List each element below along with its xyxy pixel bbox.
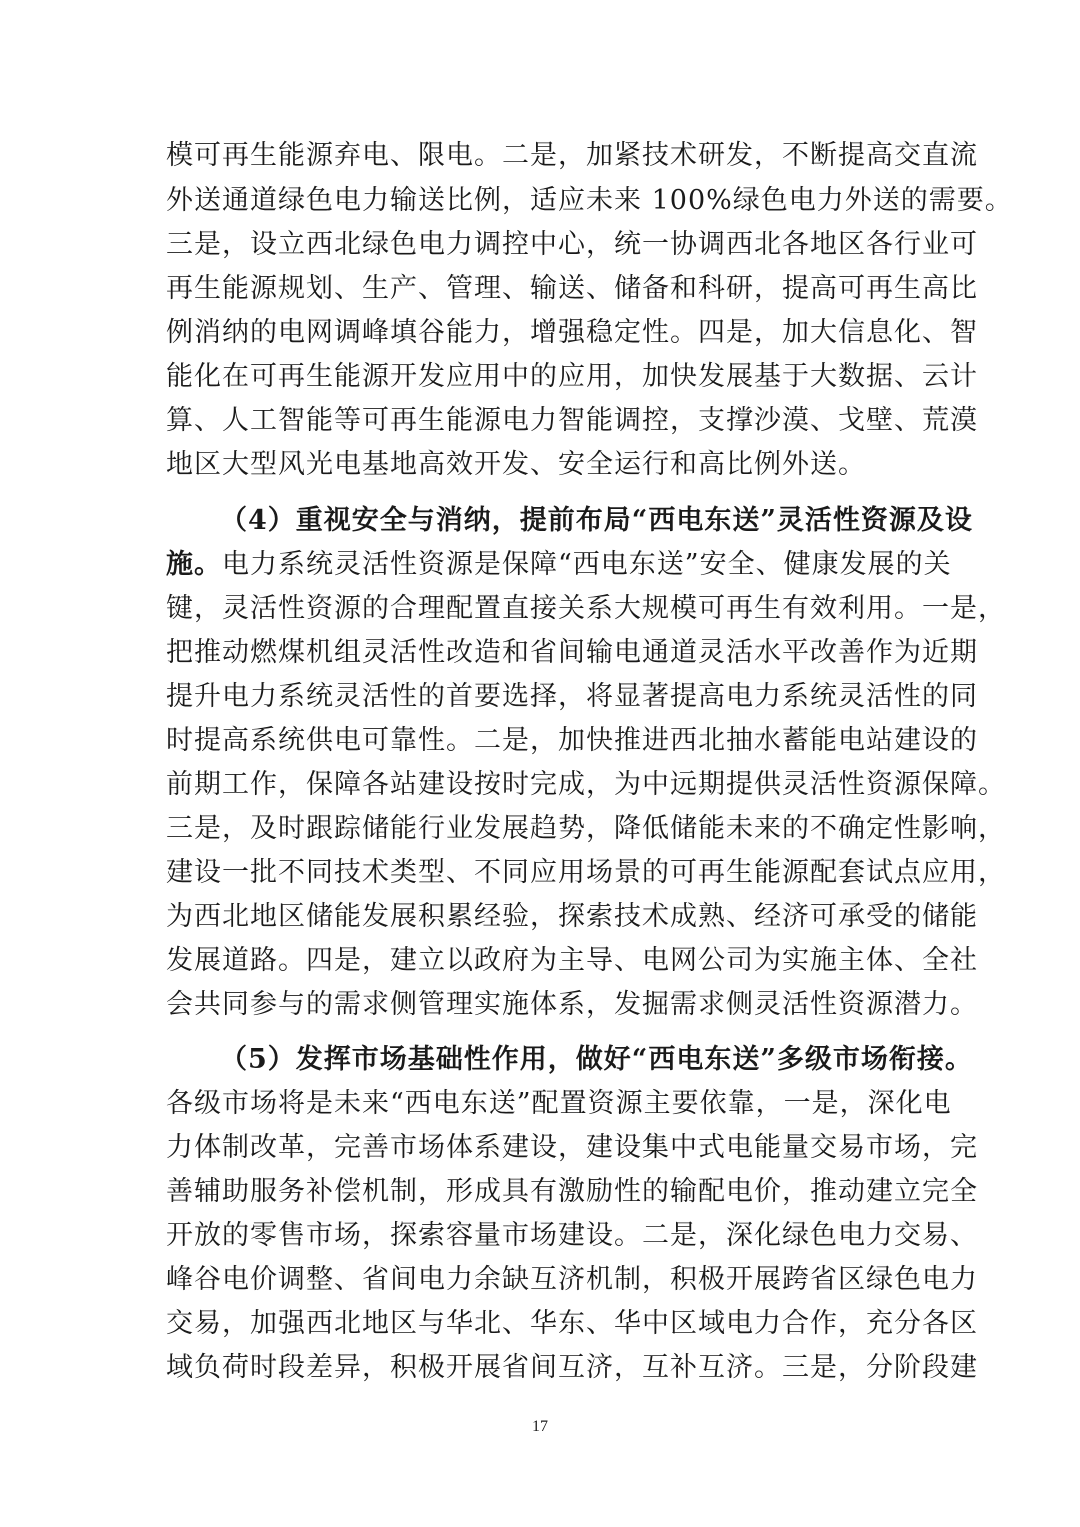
- body-text-line: 善辅助服务补偿机制，形成具有激励性的输配电价，推动建立完全: [166, 1176, 978, 1207]
- body-text-line: 键，灵活性资源的合理配置直接关系大规模可再生有效利用。一是，: [166, 593, 1006, 624]
- body-text-line: 各级市场将是未来“西电东送”配置资源主要依靠，一是，深化电: [166, 1088, 952, 1119]
- body-text-line: 模可再生能源弃电、限电。二是，加紧技术研发，不断提高交直流: [166, 140, 978, 171]
- body-text-line: 再生能源规划、生产、管理、输送、储备和科研，提高可再生高比: [166, 273, 978, 304]
- body-text-line: 发展道路。四是，建立以政府为主导、电网公司为实施主体、全社: [166, 945, 978, 976]
- body-text-line: 三是，设立西北绿色电力调控中心，统一协调西北各地区各行业可: [166, 229, 978, 260]
- body-text-line: 电力系统灵活性资源是保障“西电东送”安全、健康发展的关: [222, 549, 952, 580]
- body-text-line: 力体制改革，完善市场体系建设，建设集中式电能量交易市场，完: [166, 1132, 978, 1163]
- body-text-line: 例消纳的电网调峰填谷能力，增强稳定性。四是，加大信息化、智: [166, 317, 978, 348]
- body-text-line: 峰谷电价调整、省间电力余缺互济机制，积极开展跨省区绿色电力: [166, 1264, 978, 1295]
- body-text-line: 开放的零售市场，探索容量市场建设。二是，深化绿色电力交易、: [166, 1220, 978, 1251]
- body-text-line: 域负荷时段差异，积极开展省间互济，互补互济。三是，分阶段建: [166, 1352, 978, 1383]
- body-text-line: 能化在可再生能源开发应用中的应用，加快发展基于大数据、云计: [166, 361, 978, 392]
- body-text-line: 把推动燃煤机组灵活性改造和省间输电通道灵活水平改善作为近期: [166, 637, 978, 668]
- body-text-line: 地区大型风光电基地高效开发、安全运行和高比例外送。: [166, 449, 866, 480]
- body-text-line: 会共同参与的需求侧管理实施体系，发掘需求侧灵活性资源潜力。: [166, 989, 978, 1020]
- body-text-line: 为西北地区储能发展积累经验，探索技术成熟、经济可承受的储能: [166, 901, 978, 932]
- section-heading-4-end: 施。: [166, 549, 222, 580]
- section-heading-4: （4）重视安全与消纳，提前布局“西电东送”灵活性资源及设: [220, 505, 973, 536]
- page-number: 17: [532, 1418, 548, 1435]
- body-text-line: 时提高系统供电可靠性。二是，加快推进西北抽水蓄能电站建设的: [166, 725, 978, 756]
- section-heading-5: （5）发挥市场基础性作用，做好“西电东送”多级市场衔接。: [220, 1044, 973, 1075]
- body-text-line: 建设一批不同技术类型、不同应用场景的可再生能源配套试点应用，: [166, 857, 1006, 888]
- body-text-line: 外送通道绿色电力输送比例，适应未来 100%绿色电力外送的需要。: [166, 185, 1013, 216]
- body-text-line: 三是，及时跟踪储能行业发展趋势，降低储能未来的不确定性影响，: [166, 813, 1006, 844]
- section-heading-4-continuation: [166, 542, 952, 588]
- body-text-line: 前期工作，保障各站建设按时完成，为中远期提供灵活性资源保障。: [166, 769, 1006, 800]
- body-text-line: 算、人工智能等可再生能源电力智能调控，支撑沙漠、戈壁、荒漠: [166, 405, 978, 436]
- body-text-line: 交易，加强西北地区与华北、华东、华中区域电力合作，充分各区: [166, 1308, 978, 1339]
- body-text-line: 提升电力系统灵活性的首要选择，将显著提高电力系统灵活性的同: [166, 681, 978, 712]
